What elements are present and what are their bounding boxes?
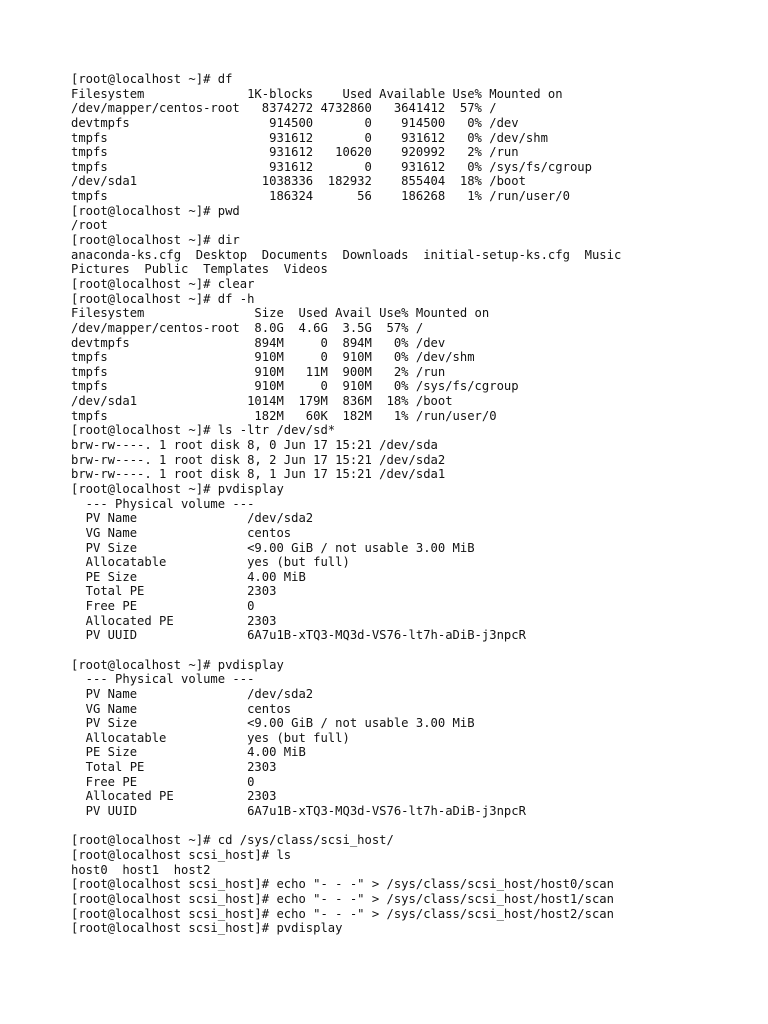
terminal-line: tmpfs 931612 10620 920992 2% /run: [71, 145, 519, 160]
terminal-line: tmpfs 931612 0 931612 0% /dev/shm: [71, 130, 548, 145]
terminal-line: VG Name centos: [71, 525, 292, 540]
terminal-line: PE Size 4.00 MiB: [71, 745, 306, 760]
terminal-line: [root@localhost ~]# clear: [71, 276, 255, 291]
terminal-line: [root@localhost scsi_host]# pvdisplay: [71, 921, 343, 936]
terminal-line: [root@localhost scsi_host]# echo "- - -" > /sys/class/scsi_host/host0/scan: [71, 877, 614, 892]
terminal-line: [root@localhost ~]# df -h: [71, 291, 255, 306]
terminal-output[interactable]: [71, 72, 761, 936]
terminal-line: tmpfs 910M 0 910M 0% /sys/fs/cgroup: [71, 379, 519, 394]
terminal-line: [root@localhost ~]# dir: [71, 233, 240, 248]
terminal-line: PV Size <9.00 GiB / not usable 3.00 MiB: [71, 540, 475, 555]
terminal-line: anaconda-ks.cfg Desktop Documents Downloads initial-setup-ks.cfg Music: [71, 247, 622, 262]
terminal-line: devtmpfs 914500 0 914500 0% /dev: [71, 115, 519, 130]
terminal-line: PV UUID 6A7u1B-xTQ3-MQ3d-VS76-lt7h-aDiB-j3npcR: [71, 804, 526, 819]
terminal-line: /dev/sda1 1038336 182932 855404 18% /boot: [71, 174, 526, 189]
terminal-line: [root@localhost scsi_host]# ls: [71, 847, 292, 862]
terminal-line: /dev/sda1 1014M 179M 836M 18% /boot: [71, 394, 453, 409]
terminal-line: brw-rw----. 1 root disk 8, 1 Jun 17 15:21 /dev/sda1: [71, 467, 446, 482]
terminal-line: [root@localhost ~]# pvdisplay: [71, 481, 284, 496]
terminal-line: [root@localhost scsi_host]# echo "- - -" > /sys/class/scsi_host/host1/scan: [71, 891, 614, 906]
terminal-line: devtmpfs 894M 0 894M 0% /dev: [71, 335, 446, 350]
terminal-line: Allocated PE 2303: [71, 613, 277, 628]
terminal-line: VG Name centos: [71, 701, 292, 716]
terminal-line: Allocatable yes (but full): [71, 730, 350, 745]
terminal-line: [root@localhost ~]# ls -ltr /dev/sd*: [71, 423, 336, 438]
terminal-line: PV Size <9.00 GiB / not usable 3.00 MiB: [71, 716, 475, 731]
terminal-line: brw-rw----. 1 root disk 8, 0 Jun 17 15:21 /dev/sda: [71, 438, 438, 453]
terminal-line: /root: [71, 218, 108, 233]
terminal-line: --- Physical volume ---: [71, 496, 255, 511]
terminal-line: [root@localhost ~]# pvdisplay: [71, 657, 284, 672]
terminal-line: PV Name /dev/sda2: [71, 686, 314, 701]
terminal-line: Filesystem Size Used Avail Use% Mounted on: [71, 306, 490, 321]
terminal-line: [root@localhost ~]# pwd: [71, 203, 240, 218]
terminal-line: [root@localhost scsi_host]# echo "- - -" > /sys/class/scsi_host/host2/scan: [71, 906, 614, 921]
terminal-line: PV UUID 6A7u1B-xTQ3-MQ3d-VS76-lt7h-aDiB-j3npcR: [71, 628, 526, 643]
terminal-line: PE Size 4.00 MiB: [71, 569, 306, 584]
terminal-line: --- Physical volume ---: [71, 672, 255, 687]
terminal-line: Filesystem 1K-blocks Used Available Use% Mounted on: [71, 86, 563, 101]
terminal-line: Total PE 2303: [71, 584, 277, 599]
terminal-line: [71, 643, 761, 658]
terminal-line: tmpfs 931612 0 931612 0% /sys/fs/cgroup: [71, 159, 592, 174]
terminal-line: tmpfs 186324 56 186268 1% /run/user/0: [71, 189, 570, 204]
terminal-line: Allocatable yes (but full): [71, 555, 350, 570]
terminal-line: /dev/mapper/centos-root 8374272 4732860 3641412 57% /: [71, 101, 497, 116]
terminal-line: Allocated PE 2303: [71, 789, 277, 804]
terminal-line: Free PE 0: [71, 599, 255, 614]
terminal-line: host0 host1 host2: [71, 862, 211, 877]
terminal-line: tmpfs 910M 0 910M 0% /dev/shm: [71, 350, 475, 365]
terminal-line: /dev/mapper/centos-root 8.0G 4.6G 3.5G 57% /: [71, 320, 424, 335]
terminal-line: brw-rw----. 1 root disk 8, 2 Jun 17 15:21 /dev/sda2: [71, 452, 446, 467]
terminal-line: PV Name /dev/sda2: [71, 511, 314, 526]
terminal-line: [root@localhost ~]# df: [71, 72, 233, 86]
terminal-line: tmpfs 182M 60K 182M 1% /run/user/0: [71, 408, 497, 423]
terminal-line: [71, 819, 761, 834]
terminal-line: tmpfs 910M 11M 900M 2% /run: [71, 364, 446, 379]
terminal-line: Pictures Public Templates Videos: [71, 262, 328, 277]
terminal-line: Free PE 0: [71, 774, 255, 789]
terminal-line: Total PE 2303: [71, 760, 277, 775]
terminal-line: [root@localhost ~]# cd /sys/class/scsi_host/: [71, 833, 394, 848]
